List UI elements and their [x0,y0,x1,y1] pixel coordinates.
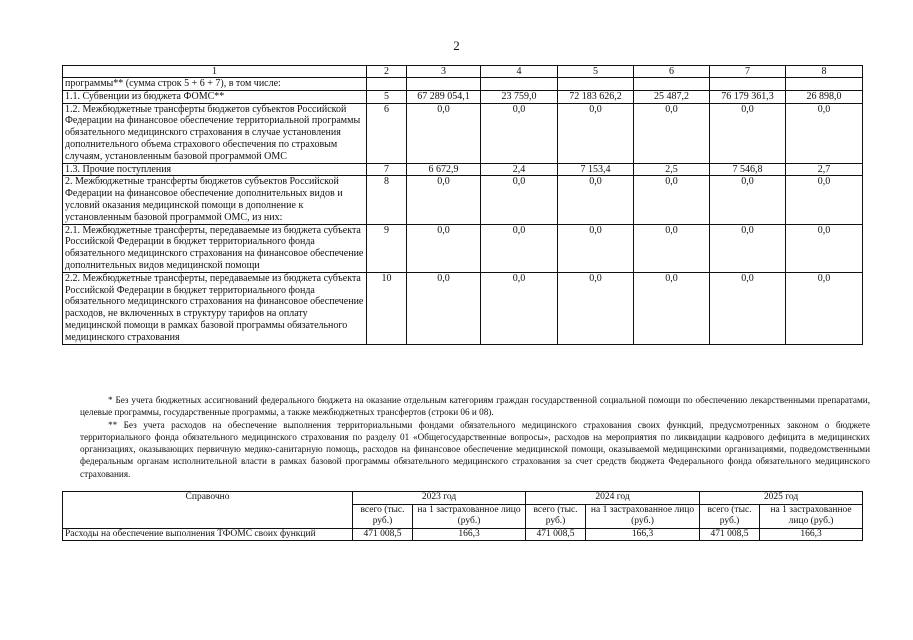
ref-header-row [63,492,863,505]
cell-value: 0,0 [407,176,481,224]
row-code: 8 [367,176,407,224]
table-row [63,103,863,163]
cell-value: 0,0 [710,103,786,163]
cell-value: 23 759,0 [481,90,558,103]
footnote-1: * Без учета бюджетных ассигнований федерального бюджета на оказание отдельным категориям граждан государственной социальной помощи по обеспечению лекарственными препаратами, целевые программы, государственные программы, а также межбюджетных трансфертов (строки 06 и 08). [80,395,870,418]
sub-header-total: всего (тыс. руб.) [353,504,413,528]
column-header: 1 [63,66,367,78]
cell-value: 7 153,4 [558,163,634,176]
cell-value: 0,0 [407,103,481,163]
row-code: 5 [367,90,407,103]
ref-row-label: Расходы на обеспечение выполнения ТФОМС своих функций [63,528,353,541]
row-label: 2.1. Межбюджетные трансферты, передаваемые из бюджета субъекта Российской Федерации в бюджет территориального фонда обязательного медицинского страхования на финансовое обеспечение дополнительных видов медицинской помощи [63,224,367,272]
row-label: 2. Межбюджетные трансферты бюджетов субъектов Российской Федерации на финансовое обеспечение дополнительных видов и условий оказания медицинской помощи в дополнение к установленным базовой программой ОМС, из них: [63,176,367,224]
row-label: 1.3. Прочие поступления [63,163,367,176]
table-row [63,176,863,224]
column-header: 7 [710,66,786,78]
row-code: 7 [367,163,407,176]
table-row [63,224,863,272]
cell-value: 0,0 [558,103,634,163]
column-header: 2 [367,66,407,78]
cell-value: 0,0 [710,176,786,224]
row-label: 2.2. Межбюджетные трансферты, передаваемые из бюджета субъекта Российской Федерации в бюджет территориального фонда обязательного медицинского страхования на финансовое обеспечение расходов, не включенных в структуру тарифов на оплату медицинской помощи в рамках базовой программы обязательного медицинского страхования [63,272,367,344]
main-budget-table [62,65,863,345]
cell-value: 0,0 [710,272,786,344]
cell-value: 0,0 [407,224,481,272]
row-code [367,78,407,91]
table-row [63,528,863,541]
cell-value: 72 183 626,2 [558,90,634,103]
cell-value: 166,3 [760,528,863,541]
cell-value: 0,0 [634,103,710,163]
row-label: 1.1. Субвенции из бюджета ФОМС** [63,90,367,103]
cell-value [558,78,634,91]
cell-value: 26 898,0 [786,90,863,103]
cell-value: 0,0 [634,272,710,344]
cell-value: 0,0 [786,224,863,272]
table-row [63,90,863,103]
cell-value [786,78,863,91]
cell-value [481,78,558,91]
sub-header-total: всего (тыс. руб.) [526,504,586,528]
cell-value: 7 546,8 [710,163,786,176]
page-number: 2 [453,38,460,53]
cell-value: 6 672,9 [407,163,481,176]
sub-header-per-insured: на 1 застрахованное лицо (руб.) [413,504,526,528]
cell-value: 0,0 [407,272,481,344]
cell-value: 471 008,5 [353,528,413,541]
cell-value: 0,0 [481,272,558,344]
cell-value: 0,0 [481,103,558,163]
cell-value: 2,5 [634,163,710,176]
cell-value: 0,0 [634,224,710,272]
year-header: 2024 год [526,492,700,505]
cell-value: 471 008,5 [700,528,760,541]
year-header: 2025 год [700,492,863,505]
cell-value: 0,0 [710,224,786,272]
cell-value: 2,4 [481,163,558,176]
table-row [63,272,863,344]
year-header: 2023 год [353,492,526,505]
reference-table [62,491,863,541]
cell-value: 0,0 [558,272,634,344]
cell-value: 2,7 [786,163,863,176]
cell-value [710,78,786,91]
table-header-row [63,66,863,78]
cell-value: 25 487,2 [634,90,710,103]
column-header: 5 [558,66,634,78]
cell-value: 76 179 361,3 [710,90,786,103]
cell-value: 471 008,5 [526,528,586,541]
row-label: программы** (сумма строк 5 + 6 + 7), в том числе: [63,78,367,91]
row-label: 1.2. Межбюджетные трансферты бюджетов субъектов Российской Федерации на финансовое обеспечение территориальной программы обязательного медицинского страхования в случае установления дополнительного объема страхового обеспечения по страховым случаям, установленным базовой программой ОМС [63,103,367,163]
cell-value: 0,0 [558,224,634,272]
ref-label-header: Справочно [63,492,353,529]
row-code: 9 [367,224,407,272]
footnotes [80,394,870,480]
table-row [63,163,863,176]
cell-value: 0,0 [558,176,634,224]
column-header: 8 [786,66,863,78]
cell-value: 0,0 [481,224,558,272]
column-header: 6 [634,66,710,78]
cell-value: 0,0 [634,176,710,224]
sub-header-per-insured: на 1 застрахованное лицо (руб.) [760,504,863,528]
column-header: 4 [481,66,558,78]
cell-value [407,78,481,91]
cell-value: 67 289 054,1 [407,90,481,103]
row-code: 10 [367,272,407,344]
cell-value: 0,0 [786,103,863,163]
table-row [63,78,863,91]
cell-value: 0,0 [481,176,558,224]
cell-value: 166,3 [413,528,526,541]
cell-value: 0,0 [786,176,863,224]
column-header: 3 [407,66,481,78]
sub-header-total: всего (тыс. руб.) [700,504,760,528]
footnote-2: ** Без учета расходов на обеспечение выполнения территориальными фондами обязательного медицинского страхования своих функций, предусмотренных законом о бюджете территориального фонда обязательного медицинского страхования по разделу 01 «Общегосударственные вопросы», расходов на мероприятия по ликвидации кадрового дефицита в медицинских организациях, оказывающих первичную медико-санитарную помощь, расходов на финансовое обеспечение медицинской помощи, оказываемой медицинскими организациями, подведомственными федеральным органам исполнительной власти в рамках базовой программы обязательного медицинского страхования за счет средств бюджета Федерального фонда обязательного медицинского страхования. [80,419,870,479]
sub-header-per-insured: на 1 застрахованное лицо (руб.) [586,504,700,528]
row-code: 6 [367,103,407,163]
cell-value: 166,3 [586,528,700,541]
cell-value: 0,0 [786,272,863,344]
cell-value [634,78,710,91]
